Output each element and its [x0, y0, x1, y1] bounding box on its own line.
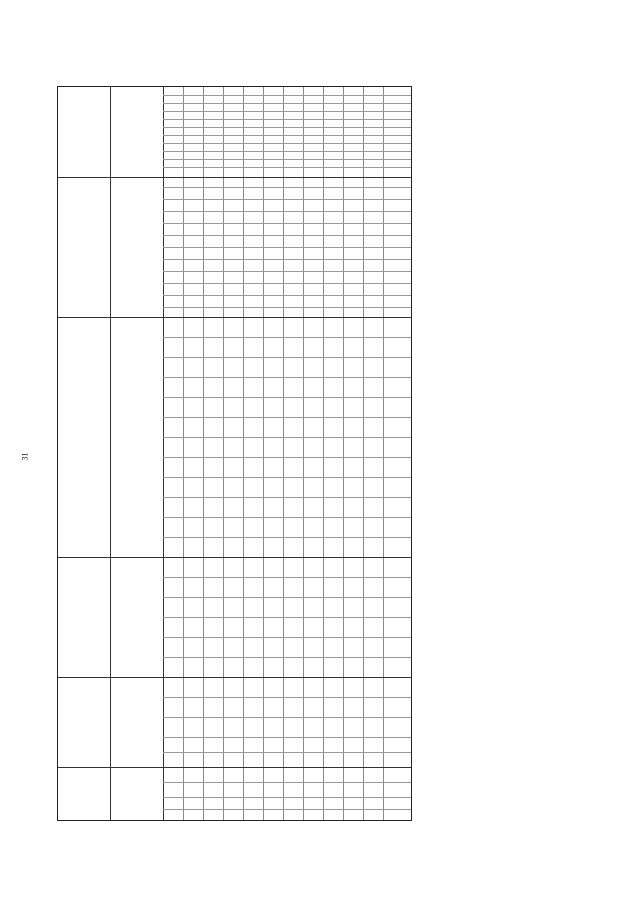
row-divider — [58, 677, 411, 678]
row-divider — [163, 103, 411, 104]
row-divider — [163, 517, 411, 518]
row-divider — [163, 247, 411, 248]
column-divider — [343, 87, 344, 820]
row-divider — [163, 151, 411, 152]
column-divider — [363, 87, 364, 820]
row-divider — [163, 111, 411, 112]
row-divider — [163, 717, 411, 718]
row-divider — [163, 127, 411, 128]
column-divider — [303, 87, 304, 820]
row-divider — [163, 737, 411, 738]
row-divider — [163, 782, 411, 783]
column-divider — [263, 87, 264, 820]
row-divider — [163, 95, 411, 96]
row-divider — [163, 307, 411, 308]
row-divider — [163, 752, 411, 753]
row-divider — [163, 697, 411, 698]
page-number: 31 — [20, 452, 30, 461]
column-divider — [183, 87, 184, 820]
row-divider — [163, 637, 411, 638]
row-divider — [163, 187, 411, 188]
row-divider — [58, 557, 411, 558]
row-divider — [163, 477, 411, 478]
row-divider — [58, 317, 411, 318]
row-divider — [163, 417, 411, 418]
column-divider — [383, 87, 384, 820]
row-divider — [163, 797, 411, 798]
row-divider — [163, 457, 411, 458]
row-divider — [163, 377, 411, 378]
column-divider — [163, 87, 164, 820]
column-divider — [203, 87, 204, 820]
column-divider — [243, 87, 244, 820]
row-divider — [163, 295, 411, 296]
row-divider — [163, 211, 411, 212]
row-divider — [163, 199, 411, 200]
row-divider — [163, 119, 411, 120]
row-divider — [163, 235, 411, 236]
column-divider — [283, 87, 284, 820]
row-divider — [163, 143, 411, 144]
row-divider — [163, 223, 411, 224]
row-divider — [163, 159, 411, 160]
row-divider — [58, 767, 411, 768]
row-divider — [163, 357, 411, 358]
row-divider — [163, 397, 411, 398]
row-divider — [163, 167, 411, 168]
row-divider — [163, 271, 411, 272]
row-divider — [163, 259, 411, 260]
column-divider — [223, 87, 224, 820]
row-divider — [163, 597, 411, 598]
budget-table — [57, 86, 412, 821]
row-divider — [163, 809, 411, 810]
row-divider — [163, 497, 411, 498]
row-divider — [163, 337, 411, 338]
row-divider — [163, 283, 411, 284]
row-divider — [163, 577, 411, 578]
row-divider — [163, 537, 411, 538]
row-divider — [58, 177, 411, 178]
column-divider — [110, 87, 111, 820]
row-divider — [163, 135, 411, 136]
row-divider — [163, 617, 411, 618]
row-divider — [163, 437, 411, 438]
row-divider — [163, 657, 411, 658]
column-divider — [323, 87, 324, 820]
